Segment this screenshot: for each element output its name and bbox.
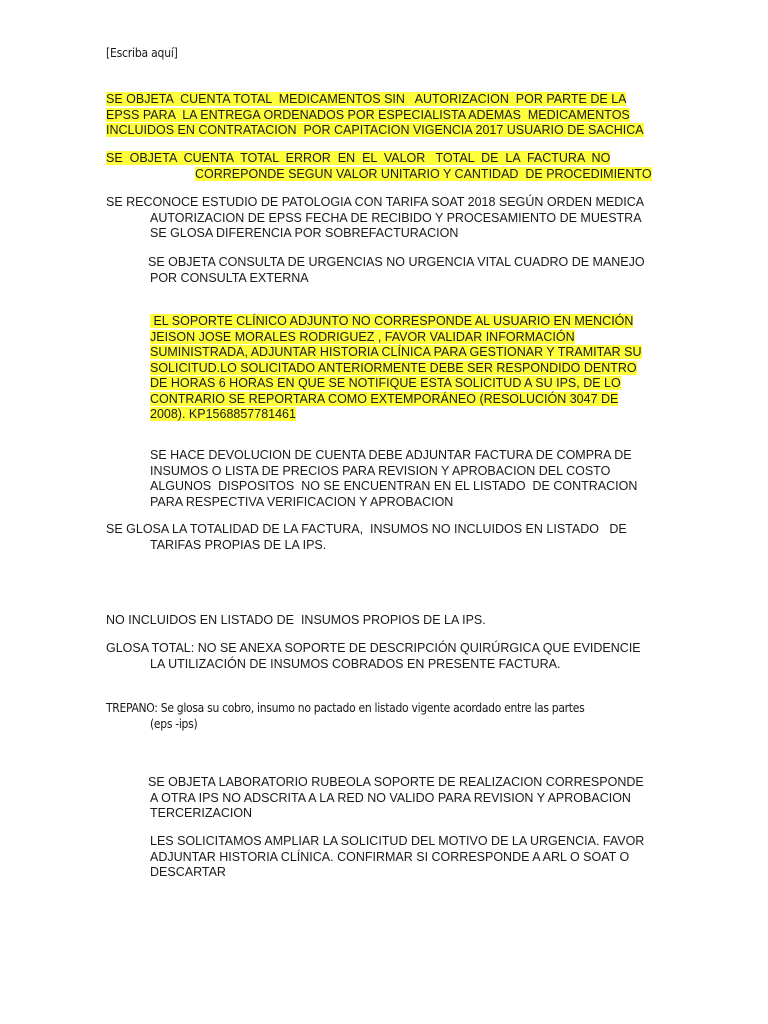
paragraph-line: AUTORIZACION DE EPSS FECHA DE RECIBIDO Y PROCESAMIENTO DE MUESTRA (150, 210, 642, 225)
paragraph-line: SE GLOSA DIFERENCIA POR SOBREFACTURACION (150, 226, 459, 240)
paragraph-line: ALGUNOS DISPOSITOS NO SE ENCUENTRAN EN EL LISTADO DE CONTRACION (150, 479, 638, 493)
paragraph-line: TERCERIZACION (150, 806, 253, 820)
paragraph-clinical-support (150, 314, 642, 423)
paragraph-line: LES SOLICITAMOS AMPLIAR LA SOLICITUD DEL MOTIVO DE LA URGENCIA. FAVOR (150, 834, 645, 848)
paragraph-line: INCLUIDOS EN CONTRATACION POR CAPITACION VIGENCIA 2017 USUARIO DE SACHICA (106, 123, 644, 137)
paragraph-line: (eps -ips) (150, 716, 198, 731)
paragraph-line: SE HACE DEVOLUCION DE CUENTA DEBE ADJUNTAR FACTURA DE COMPRA DE (150, 448, 632, 462)
paragraph-line: SOLICITUD.LO SOLICITADO ANTERIORMENTE DEBE SER RESPONDIDO DENTRO (150, 360, 637, 375)
paragraph-total-gloss (106, 522, 627, 553)
paragraph-line: NO INCLUIDOS EN LISTADO DE INSUMOS PROPIOS DE LA IPS. (106, 613, 486, 627)
header-placeholder[interactable]: [Escriba aquí] (106, 46, 178, 60)
paragraph-line: A OTRA IPS NO ADSCRITA A LA RED NO VALIDO PARA REVISION Y APROBACION (150, 790, 631, 805)
paragraph-line: TARIFAS PROPIAS DE LA IPS. (150, 537, 327, 552)
paragraph-not-included (106, 613, 486, 629)
paragraph-objection-invoice-error (106, 151, 652, 182)
paragraph-emergency-consult (148, 255, 645, 286)
paragraph-urgency-request (150, 834, 644, 881)
paragraph-account-return (150, 448, 637, 510)
paragraph-line: SE RECONOCE ESTUDIO DE PATOLOGIA CON TARIFA SOAT 2018 SEGÚN ORDEN MEDICA (106, 195, 645, 209)
paragraph-line: SE OBJETA CONSULTA DE URGENCIAS NO URGENCIA VITAL CUADRO DE MANEJO (148, 255, 645, 269)
paragraph-line: DE HORAS 6 HORAS EN QUE SE NOTIFIQUE ESTA SOLICITUD A SU IPS, DE LO (150, 376, 621, 390)
paragraph-line: SE OBJETA CUENTA TOTAL MEDICAMENTOS SIN AUTORIZACION POR PARTE DE LA (106, 92, 627, 106)
paragraph-line: CORREPONDE SEGUN VALOR UNITARIO Y CANTIDAD DE PROCEDIMIENTO (195, 166, 652, 181)
paragraph-line: POR CONSULTA EXTERNA (150, 270, 309, 285)
paragraph-line: PARA RESPECTIVA VERIFICACION Y APROBACION (150, 494, 454, 509)
paragraph-line: EL SOPORTE CLÍNICO ADJUNTO NO CORRESPONDE AL USUARIO EN MENCIÓN (150, 314, 634, 328)
paragraph-line: TREPANO: Se glosa su cobro, insumo no pactado en listado vigente acordado entre las partes (106, 701, 585, 715)
paragraph-pathology-study (106, 195, 644, 242)
paragraph-line: JEISON JOSE MORALES RODRIGUEZ , FAVOR VALIDAR INFORMACIÓN (150, 329, 575, 344)
paragraph-line: LA UTILIZACIÓN DE INSUMOS COBRADOS EN PRESENTE FACTURA. (150, 656, 561, 671)
paragraph-line: SE OBJETA CUENTA TOTAL ERROR EN EL VALOR TOTAL DE LA FACTURA NO (106, 151, 611, 165)
paragraph-no-surgical-description (106, 641, 641, 672)
paragraph-line: GLOSA TOTAL: NO SE ANEXA SOPORTE DE DESCRIPCIÓN QUIRÚRGICA QUE EVIDENCIE (106, 641, 641, 655)
paragraph-line: DESCARTAR (150, 865, 226, 879)
paragraph-objection-medications (106, 92, 644, 139)
paragraph-line: SUMINISTRADA, ADJUNTAR HISTORIA CLÍNICA PARA GESTIONAR Y TRAMITAR SU (150, 345, 642, 359)
paragraph-line: INSUMOS O LISTA DE PRECIOS PARA REVISION Y APROBACION DEL COSTO (150, 463, 611, 478)
paragraph-line: CONTRARIO SE REPORTARA COMO EXTEMPORÁNEO (RESOLUCIÓN 3047 DE (150, 391, 619, 406)
paragraph-rubeola-lab (148, 775, 644, 822)
paragraph-line: EPSS PARA LA ENTREGA ORDENADOS POR ESPECIALISTA ADEMAS MEDICAMENTOS (106, 107, 630, 122)
paragraph-trepano (106, 701, 584, 732)
paragraph-line: 2008). KP1568857781461 (150, 407, 296, 421)
paragraph-line: SE GLOSA LA TOTALIDAD DE LA FACTURA, INSUMOS NO INCLUIDOS EN LISTADO DE (106, 522, 627, 536)
paragraph-line: ADJUNTAR HISTORIA CLÍNICA. CONFIRMAR SI CORRESPONDE A ARL O SOAT O (150, 849, 630, 864)
paragraph-line: SE OBJETA LABORATORIO RUBEOLA SOPORTE DE REALIZACION CORRESPONDE (148, 775, 644, 789)
